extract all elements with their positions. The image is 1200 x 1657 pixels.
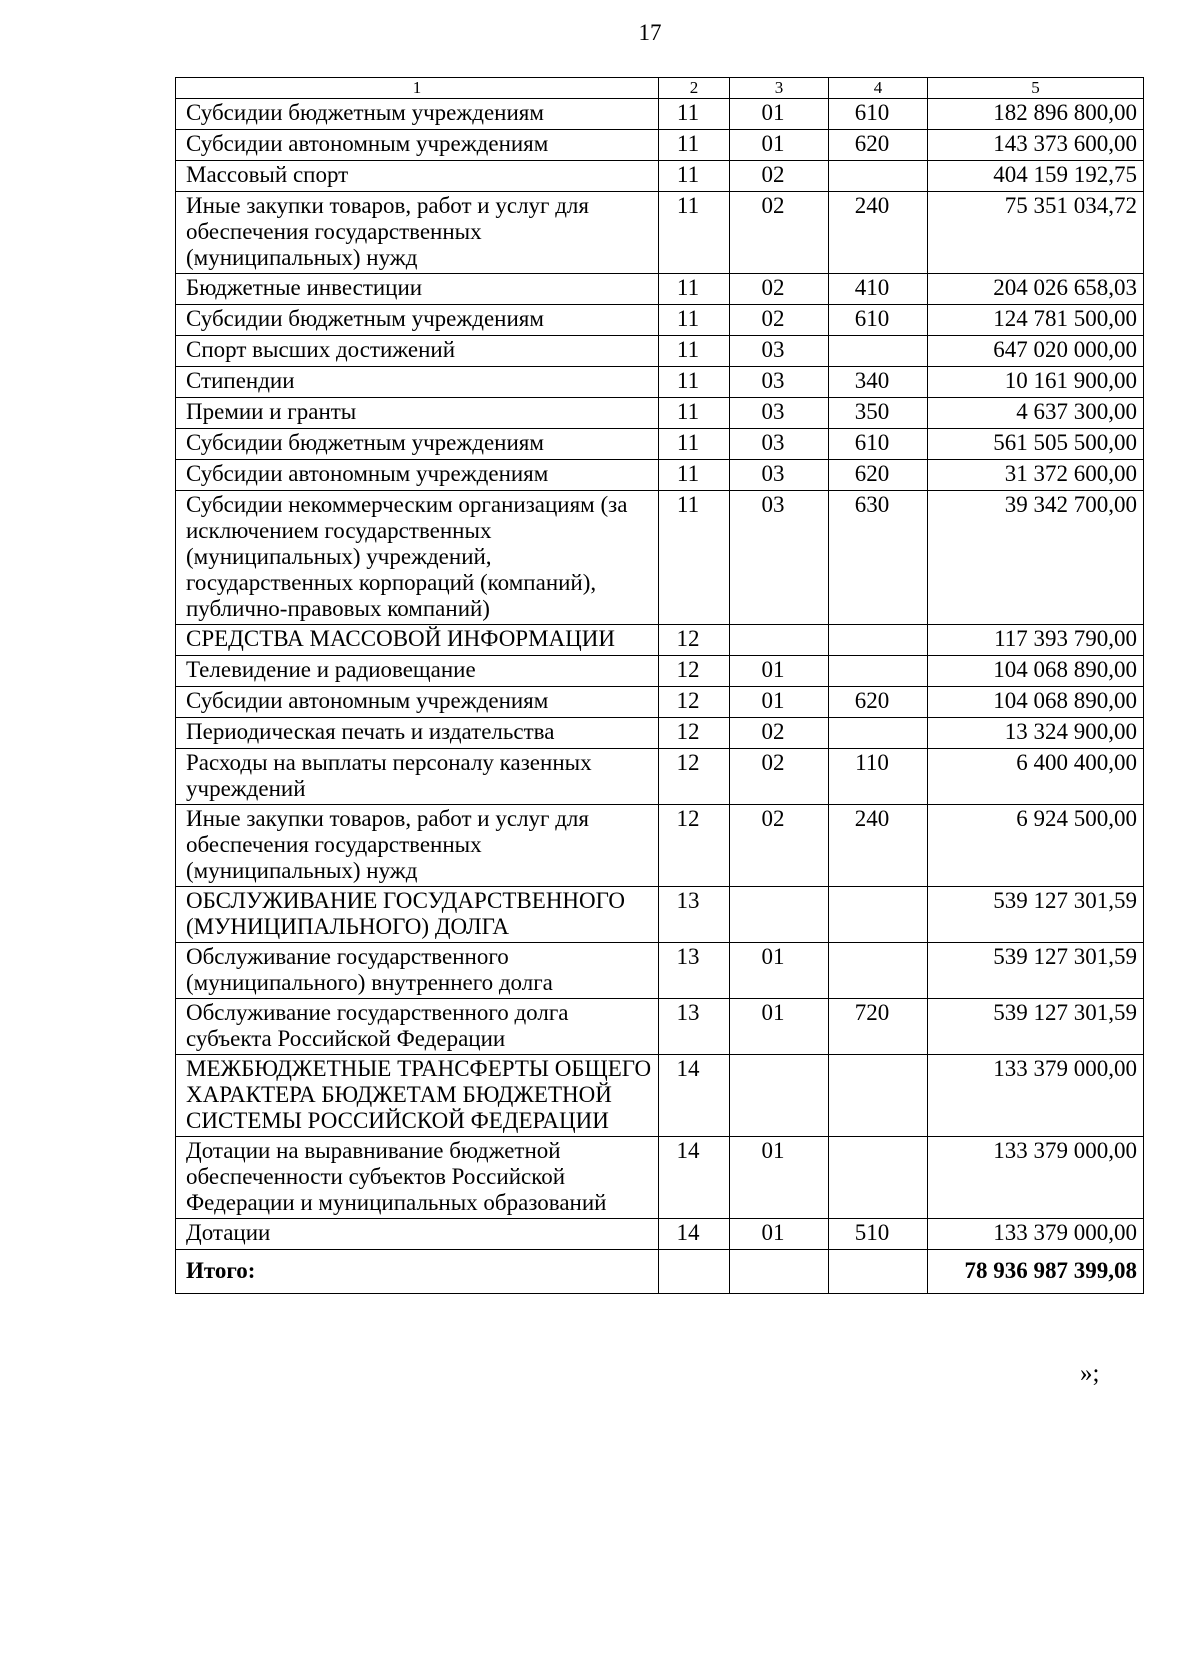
total-empty-4 — [829, 1250, 928, 1294]
cell-expense-type — [829, 1137, 928, 1219]
cell-name: Расходы на выплаты персоналу казенных учреждений — [176, 749, 659, 805]
cell-name: ОБСЛУЖИВАНИЕ ГОСУДАРСТВЕННОГО (МУНИЦИПАЛЬНОГО) ДОЛГА — [176, 887, 659, 943]
cell-subsection: 03 — [730, 429, 829, 460]
cell-amount: 104 068 890,00 — [928, 687, 1144, 718]
cell-amount: 133 379 000,00 — [928, 1219, 1144, 1250]
cell-amount: 75 351 034,72 — [928, 192, 1144, 274]
cell-name: Обслуживание государственного долга субъекта Российской Федерации — [176, 999, 659, 1055]
cell-expense-type: 240 — [829, 805, 928, 887]
cell-section: 11 — [659, 161, 730, 192]
cell-name: Премии и гранты — [176, 398, 659, 429]
cell-amount: 6 400 400,00 — [928, 749, 1144, 805]
cell-section: 11 — [659, 130, 730, 161]
cell-expense-type: 610 — [829, 429, 928, 460]
cell-expense-type — [829, 161, 928, 192]
header-col-4: 4 — [829, 78, 928, 99]
table-row — [176, 336, 1144, 367]
header-col-2: 2 — [659, 78, 730, 99]
cell-section: 14 — [659, 1219, 730, 1250]
cell-expense-type: 240 — [829, 192, 928, 274]
cell-subsection: 01 — [730, 999, 829, 1055]
cell-section: 11 — [659, 429, 730, 460]
table-row — [176, 305, 1144, 336]
cell-section: 11 — [659, 460, 730, 491]
cell-subsection: 01 — [730, 687, 829, 718]
cell-expense-type: 410 — [829, 274, 928, 305]
cell-expense-type: 720 — [829, 999, 928, 1055]
cell-name: Обслуживание государственного (муниципального) внутреннего долга — [176, 943, 659, 999]
header-col-1: 1 — [176, 78, 659, 99]
cell-amount: 561 505 500,00 — [928, 429, 1144, 460]
table-row — [176, 887, 1144, 943]
cell-subsection: 01 — [730, 99, 829, 130]
cell-name: Субсидии бюджетным учреждениям — [176, 429, 659, 460]
cell-expense-type: 350 — [829, 398, 928, 429]
cell-subsection: 02 — [730, 192, 829, 274]
cell-expense-type — [829, 625, 928, 656]
table-row — [176, 656, 1144, 687]
table-row — [176, 130, 1144, 161]
cell-amount: 647 020 000,00 — [928, 336, 1144, 367]
cell-expense-type — [829, 943, 928, 999]
table-row — [176, 1055, 1144, 1137]
cell-subsection: 01 — [730, 130, 829, 161]
cell-subsection — [730, 887, 829, 943]
cell-expense-type: 630 — [829, 491, 928, 625]
total-empty-3 — [730, 1250, 829, 1294]
cell-section: 11 — [659, 305, 730, 336]
cell-name: Субсидии автономным учреждениям — [176, 687, 659, 718]
cell-amount: 10 161 900,00 — [928, 367, 1144, 398]
cell-subsection — [730, 625, 829, 656]
cell-expense-type: 610 — [829, 305, 928, 336]
cell-subsection — [730, 1055, 829, 1137]
cell-section: 11 — [659, 336, 730, 367]
cell-subsection: 01 — [730, 943, 829, 999]
table-row — [176, 99, 1144, 130]
cell-name: СРЕДСТВА МАССОВОЙ ИНФОРМАЦИИ — [176, 625, 659, 656]
cell-section: 12 — [659, 749, 730, 805]
cell-expense-type — [829, 887, 928, 943]
cell-name: Спорт высших достижений — [176, 336, 659, 367]
table-row — [176, 161, 1144, 192]
cell-subsection: 02 — [730, 749, 829, 805]
closing-quote-mark: »; — [1080, 1360, 1100, 1387]
header-col-3: 3 — [730, 78, 829, 99]
table-row — [176, 1219, 1144, 1250]
total-empty-2 — [659, 1250, 730, 1294]
cell-expense-type — [829, 656, 928, 687]
cell-expense-type — [829, 336, 928, 367]
table-body — [176, 99, 1144, 1250]
cell-amount: 124 781 500,00 — [928, 305, 1144, 336]
table-row — [176, 367, 1144, 398]
cell-section: 11 — [659, 367, 730, 398]
total-label: Итого: — [176, 1250, 659, 1294]
cell-name: Бюджетные инвестиции — [176, 274, 659, 305]
cell-name: Субсидии бюджетным учреждениям — [176, 305, 659, 336]
cell-name: МЕЖБЮДЖЕТНЫЕ ТРАНСФЕРТЫ ОБЩЕГО ХАРАКТЕРА БЮДЖЕТАМ БЮДЖЕТНОЙ СИСТЕМЫ РОССИЙСКОЙ ФЕДЕРАЦИИ — [176, 1055, 659, 1137]
cell-amount: 117 393 790,00 — [928, 625, 1144, 656]
cell-subsection: 02 — [730, 305, 829, 336]
cell-amount: 6 924 500,00 — [928, 805, 1144, 887]
cell-expense-type: 340 — [829, 367, 928, 398]
cell-name: Субсидии автономным учреждениям — [176, 130, 659, 161]
cell-subsection: 02 — [730, 161, 829, 192]
table-row — [176, 943, 1144, 999]
cell-name: Дотации — [176, 1219, 659, 1250]
cell-section: 11 — [659, 192, 730, 274]
cell-subsection: 03 — [730, 336, 829, 367]
cell-subsection: 03 — [730, 367, 829, 398]
cell-name: Массовый спорт — [176, 161, 659, 192]
cell-expense-type: 610 — [829, 99, 928, 130]
cell-section: 12 — [659, 656, 730, 687]
cell-amount: 31 372 600,00 — [928, 460, 1144, 491]
cell-subsection: 03 — [730, 398, 829, 429]
table-row — [176, 398, 1144, 429]
cell-name: Дотации на выравнивание бюджетной обеспеченности субъектов Российской Федерации и муниципальных образований — [176, 1137, 659, 1219]
table-row — [176, 274, 1144, 305]
cell-section: 13 — [659, 999, 730, 1055]
table-row — [176, 429, 1144, 460]
budget-table — [175, 77, 1144, 1294]
cell-expense-type: 620 — [829, 460, 928, 491]
cell-section: 12 — [659, 718, 730, 749]
cell-amount: 13 324 900,00 — [928, 718, 1144, 749]
cell-expense-type: 510 — [829, 1219, 928, 1250]
total-row — [176, 1250, 1144, 1294]
cell-section: 12 — [659, 805, 730, 887]
table-row — [176, 805, 1144, 887]
cell-subsection: 02 — [730, 274, 829, 305]
cell-name: Иные закупки товаров, работ и услуг для обеспечения государственных (муниципальных) нужд — [176, 805, 659, 887]
cell-subsection: 03 — [730, 460, 829, 491]
table-row — [176, 625, 1144, 656]
cell-amount: 4 637 300,00 — [928, 398, 1144, 429]
cell-name: Субсидии некоммерческим организациям (за исключением государственных (муниципальных) учреждений, государственных корпораций (компаний), публично-правовых компаний) — [176, 491, 659, 625]
cell-amount: 39 342 700,00 — [928, 491, 1144, 625]
cell-amount: 133 379 000,00 — [928, 1137, 1144, 1219]
table-row — [176, 192, 1144, 274]
cell-expense-type — [829, 718, 928, 749]
cell-expense-type: 620 — [829, 687, 928, 718]
table-row — [176, 460, 1144, 491]
table-row — [176, 999, 1144, 1055]
cell-amount: 143 373 600,00 — [928, 130, 1144, 161]
cell-section: 14 — [659, 1137, 730, 1219]
cell-amount: 182 896 800,00 — [928, 99, 1144, 130]
cell-name: Стипендии — [176, 367, 659, 398]
cell-section: 13 — [659, 943, 730, 999]
cell-section: 11 — [659, 398, 730, 429]
table-row — [176, 749, 1144, 805]
page-number: 17 — [638, 20, 662, 45]
cell-amount: 539 127 301,59 — [928, 999, 1144, 1055]
table-row — [176, 1137, 1144, 1219]
cell-section: 13 — [659, 887, 730, 943]
cell-subsection: 01 — [730, 1219, 829, 1250]
cell-section: 11 — [659, 99, 730, 130]
cell-section: 14 — [659, 1055, 730, 1137]
cell-subsection: 02 — [730, 718, 829, 749]
cell-expense-type: 620 — [829, 130, 928, 161]
cell-subsection: 03 — [730, 491, 829, 625]
cell-section: 12 — [659, 625, 730, 656]
cell-subsection: 01 — [730, 656, 829, 687]
table-row — [176, 718, 1144, 749]
header-col-5: 5 — [928, 78, 1144, 99]
cell-amount: 539 127 301,59 — [928, 887, 1144, 943]
table-row — [176, 491, 1144, 625]
table-row — [176, 687, 1144, 718]
cell-subsection: 02 — [730, 805, 829, 887]
cell-section: 12 — [659, 687, 730, 718]
table-header-row — [176, 78, 1144, 99]
total-amount: 78 936 987 399,08 — [928, 1250, 1144, 1294]
cell-name: Субсидии бюджетным учреждениям — [176, 99, 659, 130]
cell-amount: 133 379 000,00 — [928, 1055, 1144, 1137]
cell-amount: 404 159 192,75 — [928, 161, 1144, 192]
cell-name: Субсидии автономным учреждениям — [176, 460, 659, 491]
cell-section: 11 — [659, 274, 730, 305]
cell-name: Периодическая печать и издательства — [176, 718, 659, 749]
cell-amount: 204 026 658,03 — [928, 274, 1144, 305]
cell-amount: 539 127 301,59 — [928, 943, 1144, 999]
cell-name: Телевидение и радиовещание — [176, 656, 659, 687]
cell-expense-type: 110 — [829, 749, 928, 805]
cell-name: Иные закупки товаров, работ и услуг для обеспечения государственных (муниципальных) нужд — [176, 192, 659, 274]
cell-section: 11 — [659, 491, 730, 625]
cell-amount: 104 068 890,00 — [928, 656, 1144, 687]
cell-expense-type — [829, 1055, 928, 1137]
cell-subsection: 01 — [730, 1137, 829, 1219]
